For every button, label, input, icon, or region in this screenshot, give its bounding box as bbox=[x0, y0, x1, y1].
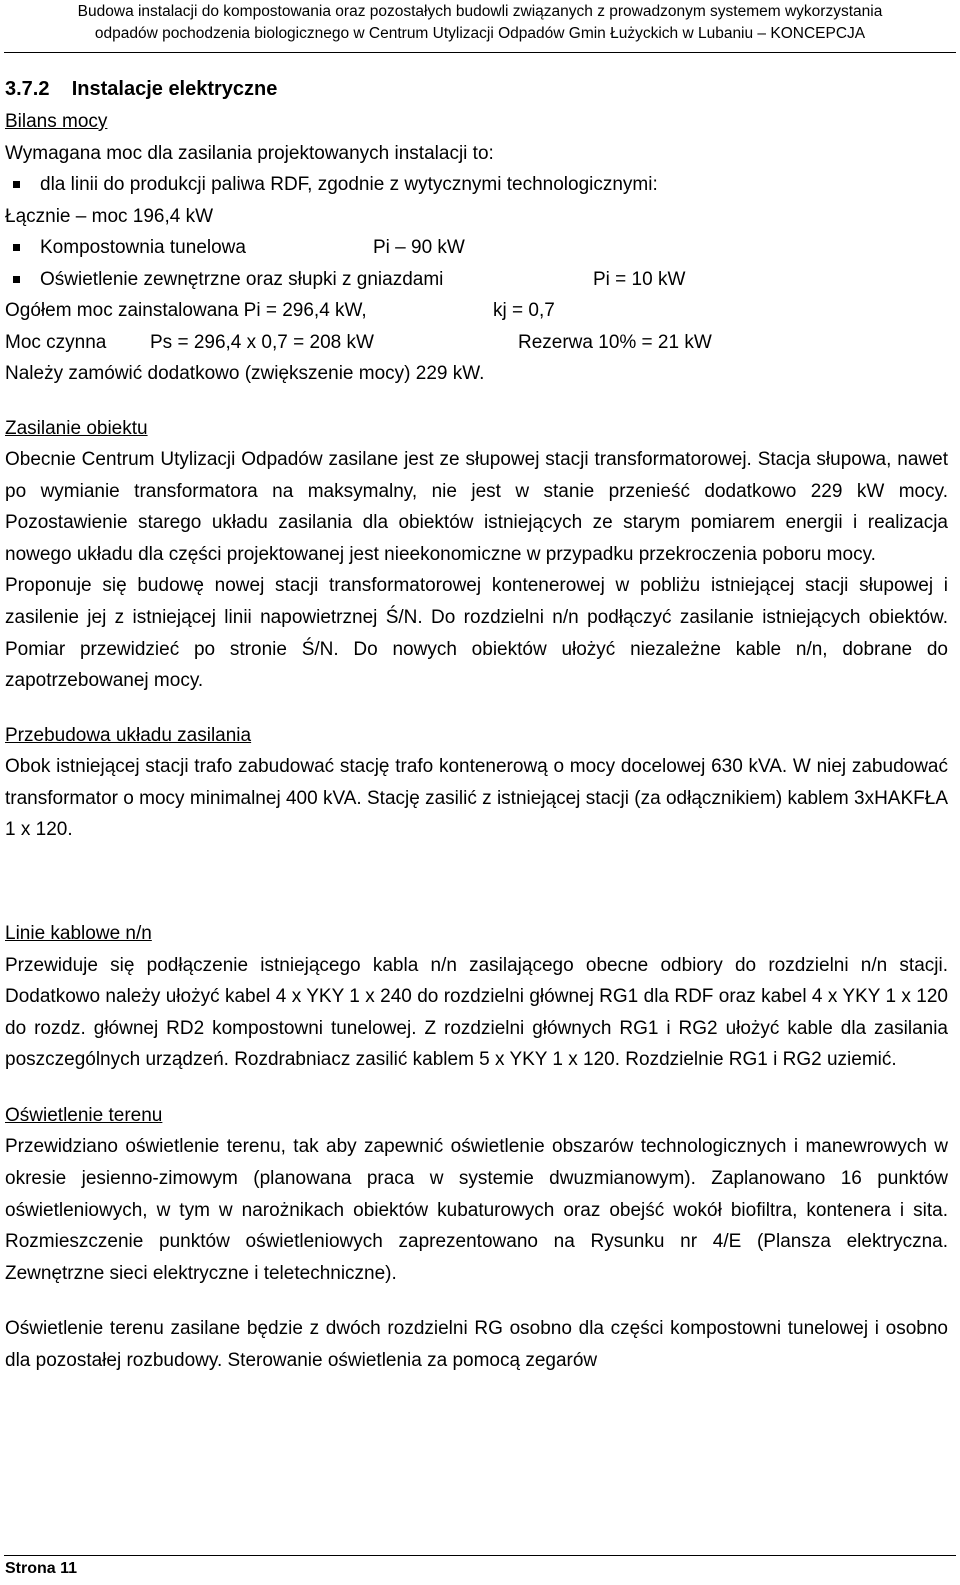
page-number: Strona 11 bbox=[5, 1560, 78, 1577]
active-power-value: Ps = 296,4 x 0,7 = 208 kW bbox=[150, 331, 374, 353]
bullet-rdf-text: dla linii do produkcji paliwa RDF, zgodnie z wytycznymi technologicznymi: bbox=[40, 174, 658, 195]
bullet-oswietlenie bbox=[5, 264, 948, 296]
page-header bbox=[0, 0, 960, 45]
bilans-intro: Wymagana moc dla zasilania projektowanych instalacji to: bbox=[5, 142, 494, 164]
reserve-value: Rezerwa 10% = 21 kW bbox=[518, 331, 712, 353]
document-body bbox=[5, 72, 948, 1377]
header-line-2: odpadów pochodzenia biologicznego w Centrum Utylizacji Odpadów Gmin Łużyckich w Lubaniu – KONCEPCJA bbox=[94, 25, 866, 42]
bilans-heading: Bilans mocy bbox=[5, 111, 108, 132]
bullet-oswietlenie-name: Oświetlenie zewnętrzne oraz słupki z gniazdami bbox=[40, 268, 444, 290]
bullet-rdf-line bbox=[5, 169, 948, 201]
oswietlenie-paragraph-2: Oświetlenie terenu zasilane będzie z dwóch rozdzielni RG osobno dla części kompostowni tunelowej i osobno dla pozostałej rozbudowy. Sterowanie oświetlenia za pomocą zegarów bbox=[5, 1318, 948, 1371]
bullet-kompostownia-value: Pi – 90 kW bbox=[373, 237, 465, 258]
oswietlenie-paragraph-1: Przewidziano oświetlenie terenu, tak aby zapewnić oświetlenie obszarów technologicznych i manewrowych w okresie jesienno-zimowym (planowana praca w systemie dwuzmianowym). Zaplanowano 16 punktów oświetleniowych, w tym w narożnikach obiektów kubaturowych oraz obejść wokół biofiltra, kontenera i sita. Rozmieszczenie punktów oświetleniowych zaprezentowano na Rysunku nr 4/E (Plansza elektryczna. Zewnętrzne sieci elektryczne i teletechniczne). bbox=[5, 1136, 948, 1284]
footer-divider bbox=[4, 1555, 956, 1556]
bullet-kompostownia bbox=[5, 232, 948, 264]
installed-power-line bbox=[5, 295, 948, 327]
header-divider bbox=[4, 52, 956, 53]
bullet-square-icon bbox=[13, 181, 20, 188]
section-heading: Instalacje elektryczne bbox=[71, 78, 278, 100]
order-line: Należy zamówić dodatkowo (zwiększenie mocy) 229 kW. bbox=[5, 363, 485, 384]
bullet-square-icon bbox=[13, 244, 20, 251]
zasilanie-paragraph-1: Obecnie Centrum Utylizacji Odpadów zasilane jest ze słupowej stacji transformatorowej. Stacja słupowa, nawet po wymianie transformatora na maksymalny, nie jest w stanie przenieść dodatkowo 229 kW mocy. Pozostawienie starego układu zasilania dla obiektów istniejących ze starym pomiarem energii i realizacja nowego układu dla części projektowanej jest nieekonomiczne w przypadku przekroczenia poboru mocy. bbox=[5, 449, 948, 565]
bullet-kompostownia-name: Kompostownia tunelowa bbox=[40, 237, 246, 258]
active-power-label: Moc czynna bbox=[5, 331, 107, 353]
bilans-total: Łącznie – moc 196,4 kW bbox=[5, 205, 214, 227]
section-title bbox=[5, 72, 948, 106]
active-power-line bbox=[5, 327, 948, 359]
bullet-oswietlenie-value: Pi = 10 kW bbox=[593, 268, 686, 290]
linie-paragraph: Przewiduje się podłączenie istniejącego kabla n/n zasilającego obecne odbiory do rozdzielni n/n stacji. Dodatkowo należy ułożyć kabel 4 x YKY 1 x 240 do rozdzielni głównej RG1 dla RDF oraz kabel 4 x YKY 1 x 120 do rozdz. głównej RD2 kompostowni tunelowej. Z rozdzielni głównych RG1 i RG2 ułożyć kable dla zasilania poszczególnych urządzeń. Rozdrabniacz zasilić kablem 5 x YKY 1 x 120. Rozdzielnie RG1 i RG2 uziemić. bbox=[5, 954, 948, 1071]
przebudowa-paragraph: Obok istniejącej stacji trafo zabudować stację trafo kontenerową o mocy docelowej 630 kVA. W niej zabudować transformator o mocy minimalnej 400 kVA. Stację zasilić z istniejącej stacji (za odłącznikiem) kablem 3xHAKFŁA 1 x 120. bbox=[5, 756, 948, 841]
przebudowa-heading: Przebudowa układu zasilania bbox=[5, 724, 252, 746]
linie-heading: Linie kablowe n/n bbox=[5, 923, 152, 945]
zasilanie-paragraph-2: Proponuje się budowę nowej stacji transformatorowej kontenerowej w pobliżu istniejącej stacji słupowej i zasilenie jej z istniejącej linii napowietrznej Ś/N. Do rozdzielni n/n podłączyć zasilanie istniejących obiektów. Pomiar przewidzieć po stronie Ś/N. Do nowych obiektów ułożyć niezależne kable n/n, dobrane do zapotrzebowanej mocy. bbox=[5, 575, 948, 692]
installed-power-kj: kj = 0,7 bbox=[493, 300, 555, 321]
bullet-square-icon bbox=[13, 276, 20, 283]
header-line-1: Budowa instalacji do kompostowania oraz pozostałych budowli związanych z prowadzonym systemem wykorzystania bbox=[77, 3, 883, 20]
section-number: 3.7.2 bbox=[5, 78, 50, 100]
oswietlenie-heading: Oświetlenie terenu bbox=[5, 1104, 163, 1126]
zasilanie-heading: Zasilanie obiektu bbox=[5, 417, 148, 439]
installed-power-label: Ogółem moc zainstalowana Pi = 296,4 kW, bbox=[5, 300, 367, 321]
